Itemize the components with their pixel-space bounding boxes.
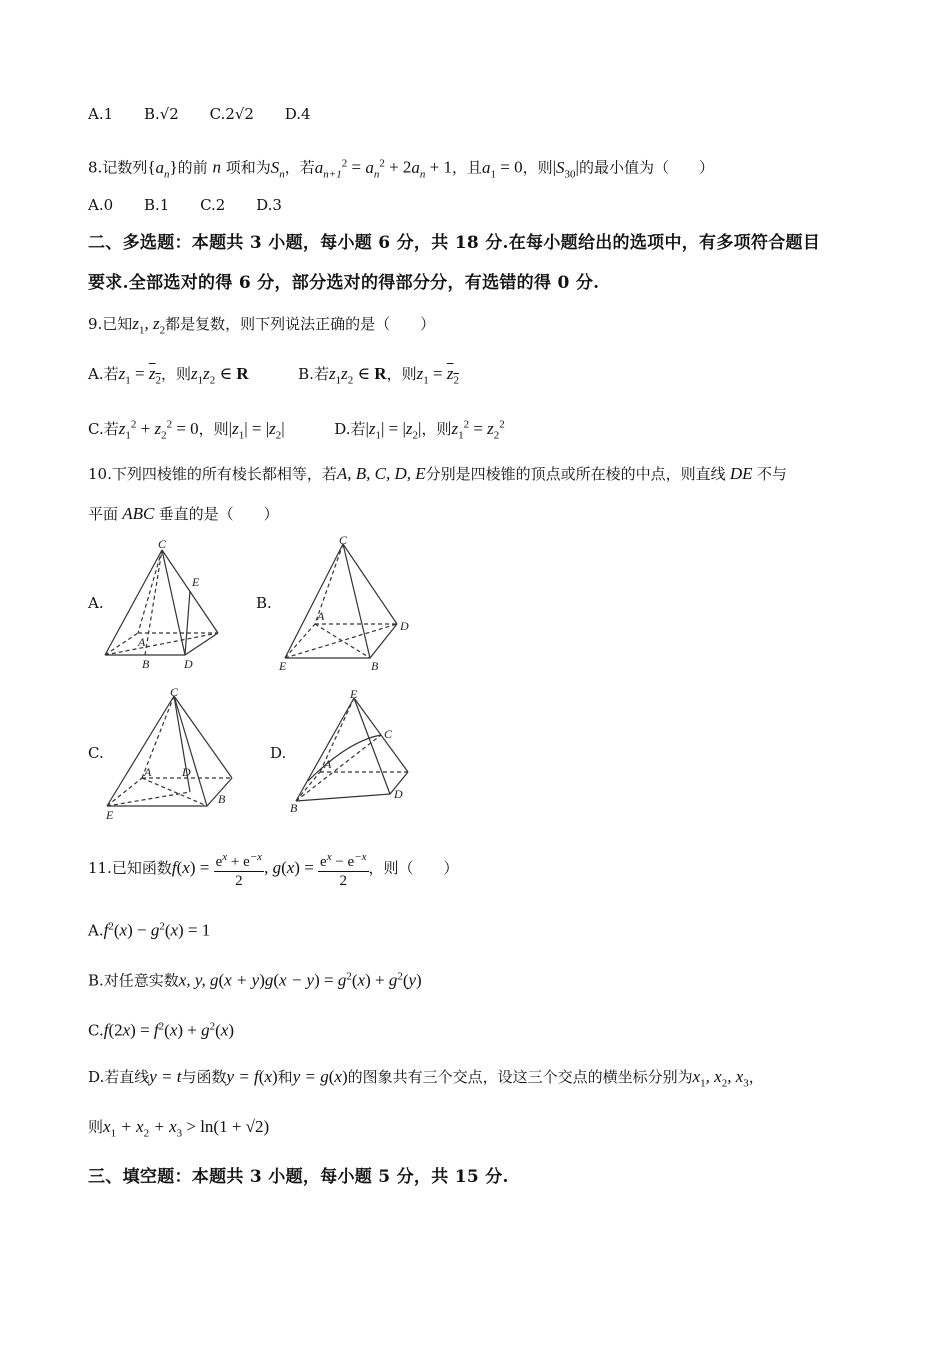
q7-option-b: B.√2 [143,105,179,123]
pyramid-diagram-d [288,686,413,816]
q7-option-d: D.4 [284,105,311,123]
svg-text:D: D [184,657,193,671]
q10-figure-label-d: D. [270,744,287,762]
svg-text:C: C [170,686,179,699]
q10-figure-a [100,538,225,673]
q9-option-a: A.若$z_1 = z_2$，则$z_1z_2$ ∈ R [88,364,249,387]
q11-option-c: $C.f(2x) = f^2(x) + g^2(x)$ [88,1020,235,1040]
svg-text:A: A [144,765,152,779]
pyramid-diagram-a [100,538,225,673]
svg-text:C: C [384,727,393,741]
svg-text:B: B [371,659,379,673]
q7-options [88,103,337,125]
q11-option-d-line-2: 则$x_1 + x_2 + x_3 > \ln(1 + √2)$ [88,1117,270,1140]
svg-text:B: B [218,792,226,806]
svg-text:E: E [106,808,114,821]
svg-text:D: D [394,787,403,801]
q9-option-b: B.若$z_1z_2$ ∈ R，则$z_1 = z_2$ [298,364,459,387]
svg-text:A: A [138,635,146,649]
svg-text:C: C [339,536,348,547]
q8-option-c: C.2 [200,196,226,214]
q8-option-b: B.1 [143,196,170,214]
pyramid-diagram-c [102,686,242,821]
svg-text:B: B [290,801,298,815]
q11-option-a: $A.f^2(x) - g^2(x) = 1$ [88,920,211,940]
svg-text:D: D [400,619,409,633]
q10-stem-line-2: 平面 ABC 垂直的是（ ） [88,504,279,523]
q10-figure-b [275,536,415,676]
q10-figure-c [102,686,242,821]
q8-options [88,194,308,216]
q11-option-b: B.对任意实数x, y, $g(x + y)g(x - y) = g^2(x) + g^2(y)$ [88,970,422,990]
section-2-heading-line-1: 二、多选题：本题共 3 小题，每小题 6 分，共 18 分.在每小题给出的选项中，有多项符合题目 [88,233,821,253]
q8-option-d: D.3 [256,196,282,214]
q10-figure-label-a: A. [88,594,104,612]
svg-text:E: E [192,575,200,589]
q8-option-a: A.0 [88,196,114,214]
svg-text:E: E [279,659,287,673]
q10-figure-label-c: C. [88,744,104,762]
q7-option-a: A.1 [88,105,114,123]
section-3-heading: 三、填空题：本题共 3 小题，每小题 5 分，共 15 分. [88,1167,509,1187]
q10-figure-label-b: B. [256,594,272,612]
q9-option-c: C.若$z_1^2 + z_2^2 = 0$，则$|z_1| = |z_2|$ [88,418,285,442]
svg-text:E: E [350,687,358,701]
svg-text:A: A [324,757,332,771]
q9-options-ab [88,363,459,391]
svg-text:D: D [182,765,191,779]
q10-stem-line-1: 10.下列四棱锥的所有棱长都相等，若A, B, C, D, E分别是四棱锥的顶点或所在棱的中点，则直线 DE 不与 [88,464,787,483]
pyramid-diagram-b [275,536,415,676]
section-2-heading-line-2: 要求.全部选对的得 6 分，部分选对的得部分分，有选错的得 0 分. [88,273,600,293]
q9-options-cd [88,413,505,446]
q9-option-d: D.若$|z_1| = |z_2|$，则$z_1^2 = z_2^2$ [334,418,505,442]
svg-text:C: C [158,538,167,551]
q7-option-c: C.2√2 [209,105,254,123]
q11-option-d-line-1: D.若直线y = t与函数y = f(x)和y = g(x)的图象共有三个交点，设这三个交点的横坐标分别为$x_1$, $x_2$, $x_3$， [88,1067,764,1090]
q9-stem: 9.已知$z_1$, $z_2$都是复数，则下列说法正确的是（ ） [88,314,436,337]
q11-stem: 11.已知函数f(x) = $\frac{e^x + e^{-x}}{2}$ , g(x) = $\frac{e^x - e^{-x}}{2}$ ，则（ ） [88,848,459,892]
svg-text:A: A [317,609,325,623]
q8-stem: 8.记数列$\{a_n\}$的前 n 项和为$S_n$，若$a_{n+1}^2 = a_n^2 + 2a_n + 1$，且$a_1 = 0$，则$|S_{30}|$的最小值为（ ） [88,157,714,181]
svg-text:B: B [142,657,150,671]
q10-figure-d [288,686,413,816]
